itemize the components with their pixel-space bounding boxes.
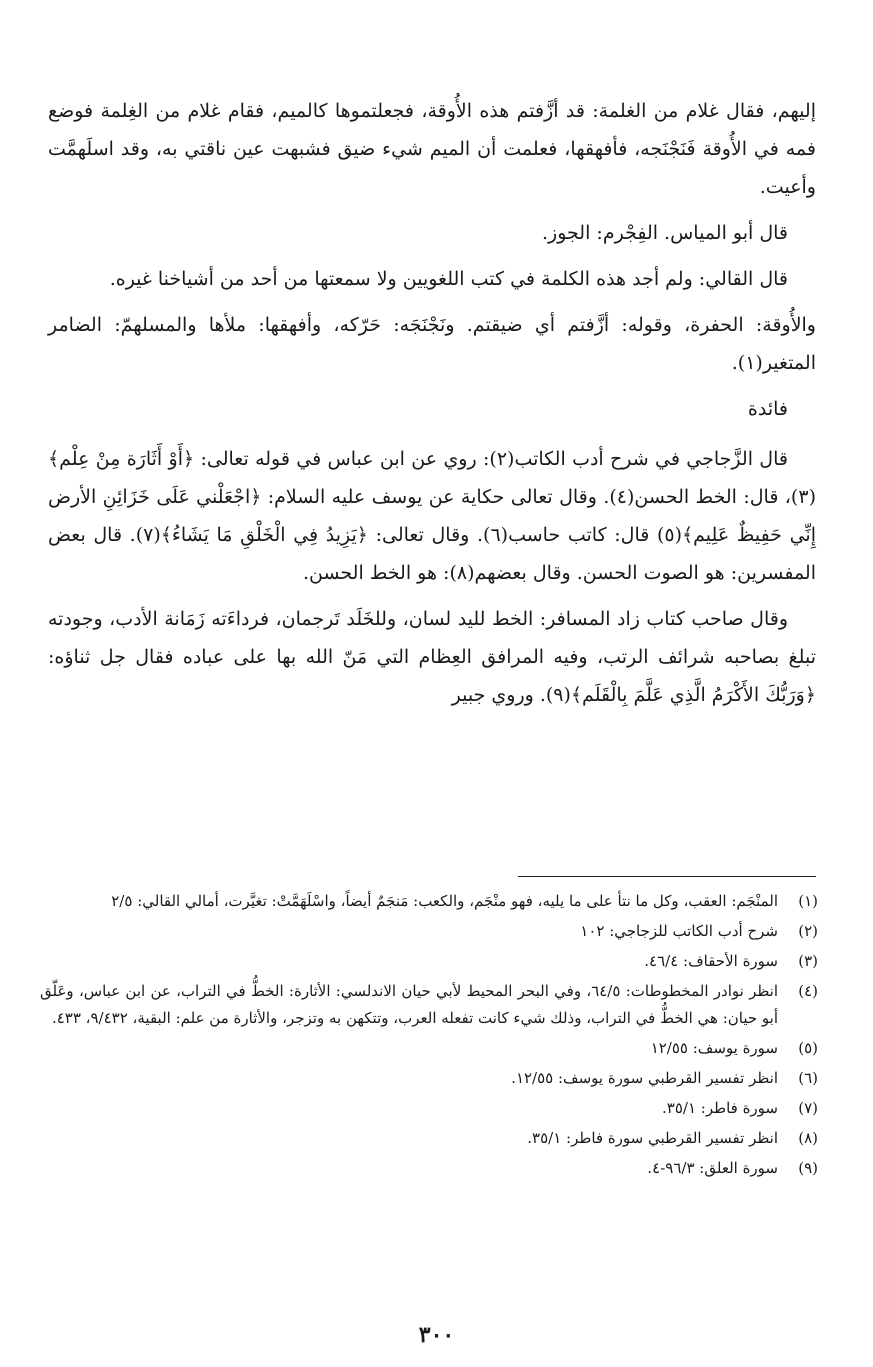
footnote-number: (٦) — [798, 1069, 818, 1087]
paragraph-5: قال الزَّجاجي في شرح أدب الكاتب(٢): روي عن ابن عباس في قوله تعالى: ﴿أَوْ أَثَارَة مِنْ عِلْم﴾(٣)، قال: الخط الحسن(٤). وقال تعالى حكاية عن يوسف عليه السلام: ﴿اجْعَلْني عَلَى خَزَائِنِ الأرض إِنِّي حَفِيظٌ عَلِيم﴾(٥) قال: كاتب حاسب(٦). وقال تعالى: ﴿يَزِيدُ فِي الْخَلْقِ مَا يَشَاءُ﴾(٧). قال بعض المفسرين: هو الصوت الحسن. وقال بعضهم(٨): هو الخط الحسن. — [48, 448, 816, 584]
footnote-text: انظر تفسير القرطبي سورة فاطر: ٣٥/١. — [527, 1129, 778, 1147]
footnote — [40, 888, 818, 915]
footnote — [40, 1125, 818, 1152]
footnote-text: انظر نوادر المخطوطات: ٦٤/٥، وفي البحر المحيط لأبي حيان الاندلسي: الأثارة: الخطُّ في التراب، عن ابن عباس، وعَلّق أبو حيان: هي الخطُّ في التراب، وذلك شيء كانت تفعله العرب، وتتكهن به وتزجر، والأثارة من علم: البقية، ٩/٤٣٢، ٤٣٣. — [40, 982, 779, 1027]
section-heading: فائدة — [747, 398, 788, 420]
footnote-text: انظر تفسير القرطبي سورة يوسف: ١٢/٥٥. — [511, 1069, 778, 1087]
footnote-number: (٧) — [798, 1099, 818, 1117]
footnote — [40, 918, 818, 945]
paragraph-4: والأُوقة: الحفرة، وقوله: أزَّفتم أي ضيقتم. ونَجْنَجَه: حَرّكه، وأفهقها: ملأها والمسلهمّ: الضامر المتغير(١). — [48, 314, 816, 374]
footnote-number: (٣) — [798, 952, 818, 970]
footnote — [40, 1065, 818, 1092]
footnote-number: (٩) — [798, 1159, 818, 1177]
paragraph-1: إليهم، فقال غلام من الغلمة: قد أزَّفتم هذه الأُوقة، فجعلتموها كالميم، فقام غلام من الغِلمة فوضع فمه في الأُوقة فَنَجْنَجه، فأفهقها، فعلمت أن الميم شيء ضيق فشبهت عين ناقتي به، وقد اسلَهمَّت وأعيت. — [48, 100, 816, 198]
footnote-text: سورة فاطر: ٣٥/١. — [662, 1099, 778, 1117]
footnote — [40, 948, 818, 975]
main-text — [48, 92, 816, 722]
page-number: ٣٠٠ — [418, 1322, 455, 1348]
footnote-number: (٥) — [798, 1039, 818, 1057]
footnote-number: (٨) — [798, 1129, 818, 1147]
footnote-number: (١) — [798, 892, 818, 910]
footnote — [40, 1095, 818, 1122]
footnote-divider — [518, 876, 816, 877]
paragraph-3: قال القالي: ولم أجد هذه الكلمة في كتب اللغويين ولا سمعتها من أحد من أشياخنا غيره. — [109, 268, 788, 290]
paragraph-6: وقال صاحب كتاب زاد المسافر: الخط لليد لسان، وللخَلَد تَرجمان، فرداءَته زَمَانة الأدب، وجودته تبلغ بصاحبه شرائف الرتب، وفيه المرافق العِظام التي مَنّ الله بها على عباده فقال جل ثناؤه: ﴿وَرَبُّكَ الأَكْرَمُ الَّذِي عَلَّمَ بِالْقَلَم﴾(٩). وروي جبير — [48, 608, 816, 706]
footnote — [40, 978, 818, 1032]
footnote — [40, 1035, 818, 1062]
footnote — [40, 1155, 818, 1182]
paragraph-2: قال أبو المياس. الفِجْرم: الجوز. — [542, 222, 788, 244]
footnote-number: (٢) — [798, 922, 818, 940]
footnote-text: المنْجَم: العقب، وكل ما نتأ على ما يليه، فهو منْجَم، والكعب: مَنجَمٌ أيضاً، واسْلَهَمَّتْ: تغيَّرت، أمالي القالي: ٢/٥ — [111, 892, 778, 910]
footnote-number: (٤) — [798, 982, 818, 1000]
footnote-text: سورة العلق: ٩٦/٣-٤. — [647, 1159, 778, 1177]
footnotes — [40, 888, 818, 1185]
footnote-text: شرح أدب الكاتب للزجاجي: ١٠٢ — [580, 922, 778, 940]
footnote-text: سورة يوسف: ١٢/٥٥ — [650, 1039, 778, 1057]
footnote-text: سورة الأحقاف: ٤٦/٤. — [644, 952, 778, 970]
